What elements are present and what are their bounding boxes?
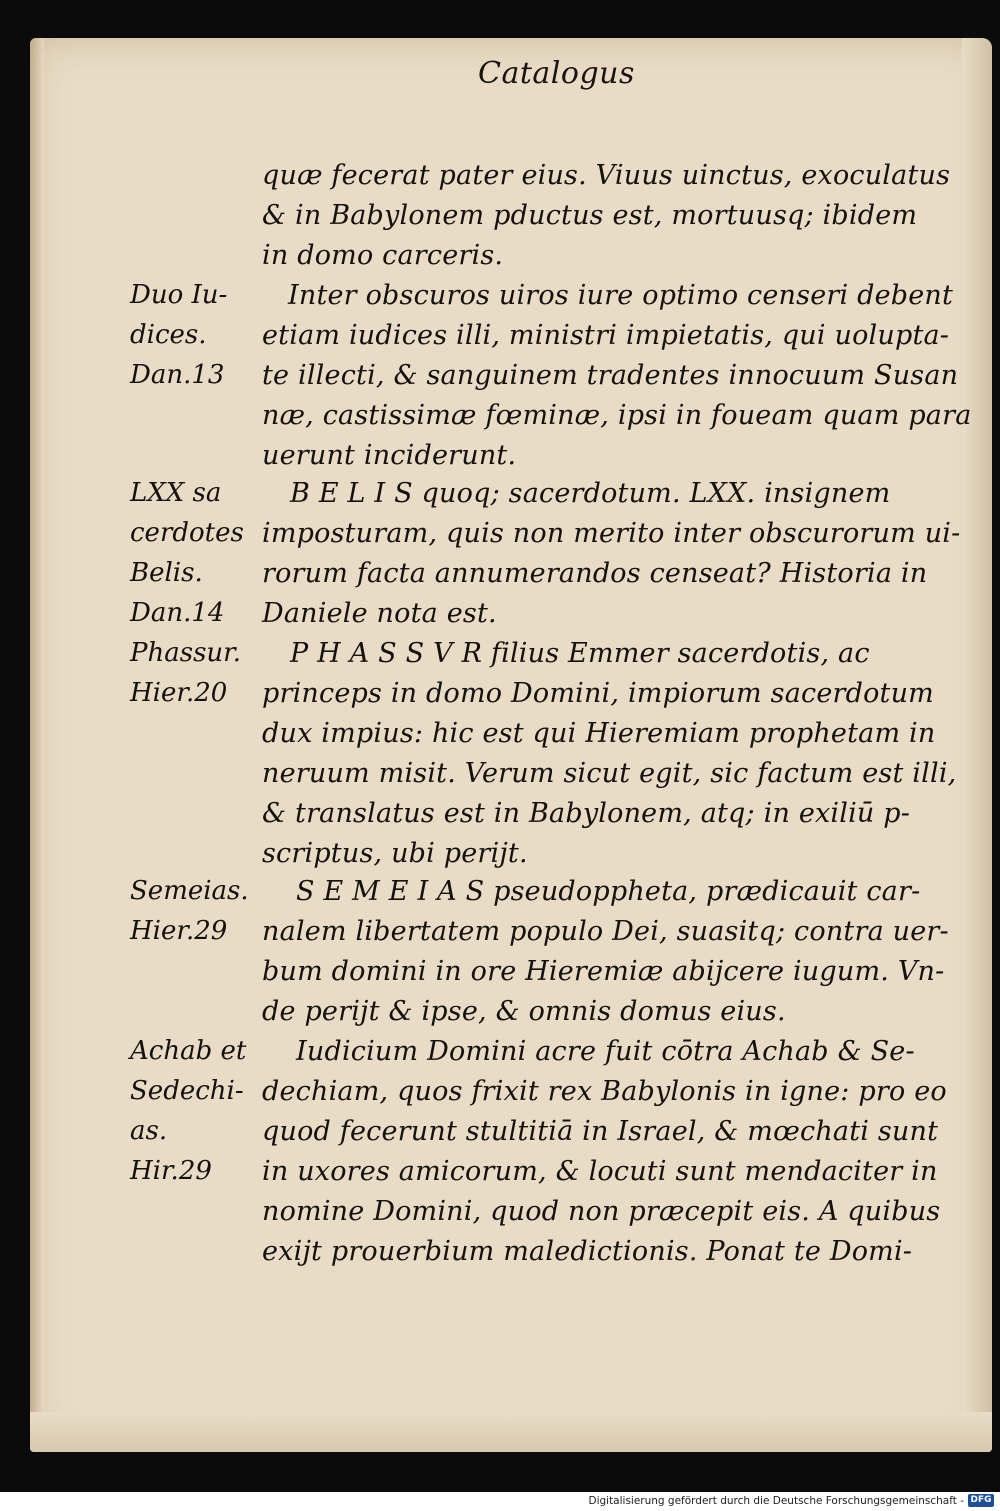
body-line: Daniele nota est.: [262, 598, 497, 629]
body-line: & in Babylonem pductus est, mortuusq; ibidem: [262, 200, 918, 231]
margin-note: Belis.: [130, 558, 203, 588]
body-line: B E L I S quoq; sacerdotum. LXX. insignem: [290, 478, 891, 509]
margin-note: Phassur.: [130, 638, 242, 668]
body-line: nalem libertatem populo Dei, suasitq; contra uer-: [262, 916, 949, 947]
margin-note: Hier.29: [130, 916, 228, 946]
body-line: neruum misit. Verum sicut egit, sic factum est illi,: [262, 758, 957, 789]
body-line: Iudicium Domini acre fuit cōtra Achab & Se-: [296, 1036, 915, 1067]
body-line: S E M E I A S pseudoppheta, prædicauit car-: [296, 876, 921, 907]
body-line: quod fecerunt stultitiā in Israel, & mœchati sunt: [262, 1116, 939, 1147]
margin-note: Dan.14: [130, 598, 225, 628]
margin-note: Hier.20: [130, 678, 228, 708]
page-right-edge: [962, 38, 992, 1452]
page-bottom-edge: [30, 1412, 992, 1452]
footer-credit: Digitalisierung gefördert durch die Deutsche Forschungsgemeinschaft -: [588, 1495, 964, 1507]
margin-note: Dan.13: [130, 360, 225, 390]
body-line: de perijt & ipse, & omnis domus eius.: [262, 996, 786, 1027]
body-line: scriptus, ubi perijt.: [262, 838, 528, 869]
margin-note: cerdotes: [130, 518, 244, 548]
body-line: næ, castissimæ fœminæ, ipsi in foueam quam para: [262, 400, 972, 431]
body-line: bum domini in ore Hieremiæ abijcere iugum. Vn-: [262, 956, 945, 987]
dfg-logo-icon: DFG: [968, 1494, 994, 1507]
body-line: imposturam, quis non merito inter obscurorum ui-: [262, 518, 961, 549]
margin-note: Achab et: [130, 1036, 247, 1066]
margin-note: Hir.29: [130, 1156, 212, 1186]
margin-note: dices.: [130, 320, 207, 350]
margin-note: Sedechi-: [130, 1076, 244, 1106]
margin-note: LXX sa: [130, 478, 222, 508]
body-line: uerunt inciderunt.: [262, 440, 517, 471]
body-line: exijt prouerbium maledictionis. Ponat te Domi-: [262, 1236, 913, 1267]
page-gutter-shadow: [30, 38, 44, 1452]
body-line: dechiam, quos frixit rex Babylonis in igne: pro eo: [262, 1076, 947, 1107]
body-line: dux impius: hic est qui Hieremiam prophetam in: [262, 718, 936, 749]
body-line: princeps in domo Domini, impiorum sacerdotum: [262, 678, 934, 709]
body-line: te illecti, & sanguinem tradentes innocuum Susan: [262, 360, 959, 391]
margin-note: Duo Iu-: [130, 280, 228, 310]
margin-note: as.: [130, 1116, 168, 1146]
body-line: etiam iudices illi, ministri impietatis, qui uolupta-: [262, 320, 950, 351]
footer-bar: [0, 1492, 1000, 1511]
body-line: nomine Domini, quod non præcepit eis. A quibus: [262, 1196, 941, 1227]
margin-note: Semeias.: [130, 876, 249, 906]
body-line: P H A S S V R filius Emmer sacerdotis, ac: [290, 638, 870, 669]
body-line: in uxores amicorum, & locuti sunt mendaciter in: [262, 1156, 938, 1187]
body-line: Inter obscuros uiros iure optimo censeri debent: [288, 280, 954, 311]
body-line: & translatus est in Babylonem, atq; in exiliū p-: [262, 798, 911, 829]
body-line: in domo carceris.: [262, 240, 504, 271]
body-line: rorum facta annumerandos censeat? Historia in: [262, 558, 928, 589]
body-line: quæ fecerat pater eius. Viuus uinctus, exoculatus: [262, 160, 951, 191]
running-header: Catalogus: [478, 56, 635, 91]
